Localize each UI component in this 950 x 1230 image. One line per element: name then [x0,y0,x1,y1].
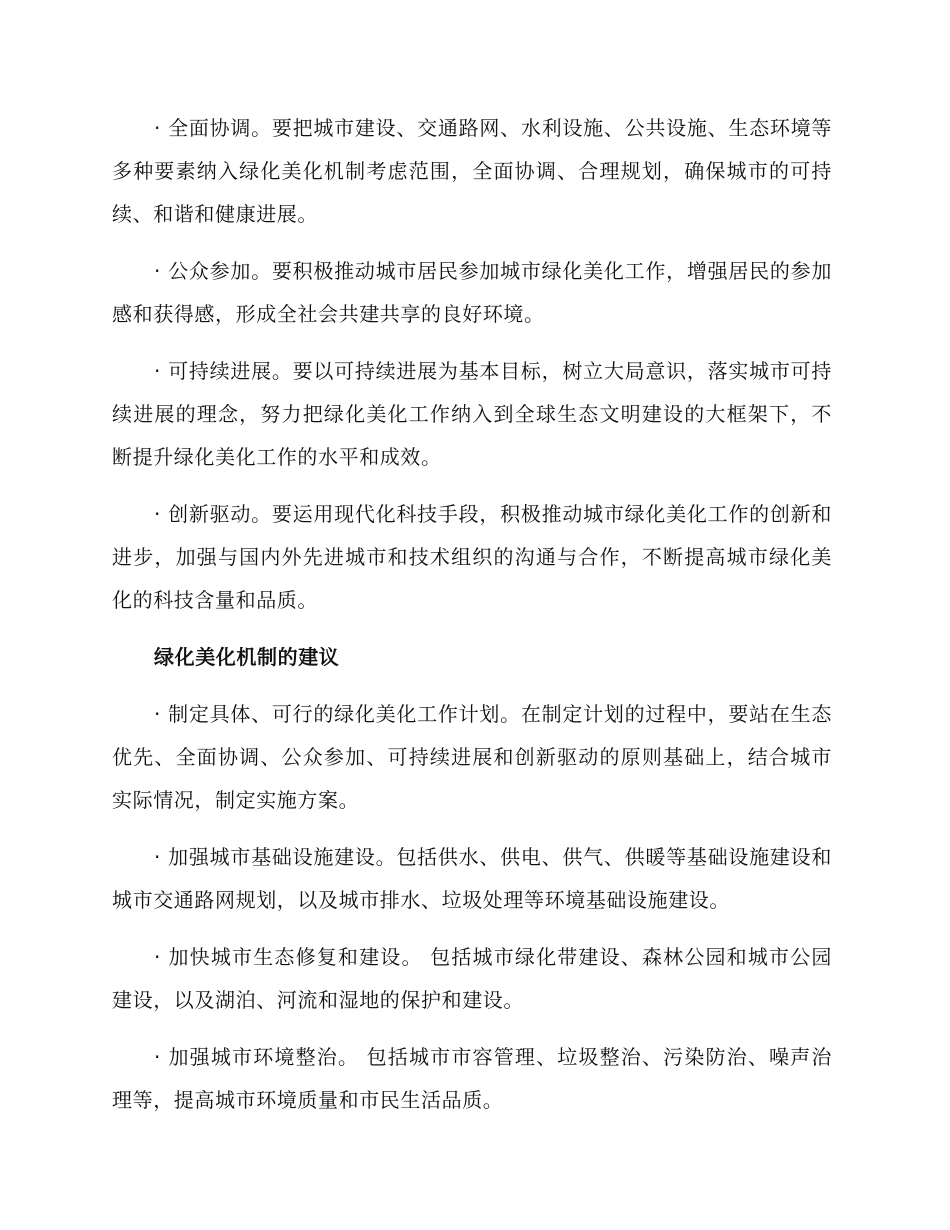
document-page [112,107,832,1136]
paragraph-sustainable-development: · 可持续进展。要以可持续进展为基本目标，树立大局意识，落实城市可持续进展的理念，努力把绿化美化工作纳入到全球生态文明建设的大框架下，不断提升绿化美化工作的水平和成效。 [112,359,832,469]
paragraph-innovation-driven: · 创新驱动。要运用现代化科技手段，积极推动城市绿化美化工作的创新和进步，加强与国内外先进城市和技术组织的沟通与合作，不断提高城市绿化美化的科技含量和品质。 [112,502,832,612]
paragraph-work-plan: · 制定具体、可行的绿化美化工作计划。在制定计划的过程中，要站在生态优先、全面协调、公众参加、可持续进展和创新驱动的原则基础上，结合城市实际情况，制定实施方案。 [112,702,832,812]
paragraph-infrastructure: · 加强城市基础设施建设。包括供水、供电、供气、供暖等基础设施建设和城市交通路网规划，以及城市排水、垃圾处理等环境基础设施建设。 [112,845,832,912]
paragraph-environment-rectification: · 加强城市环境整治。 包括城市市容管理、垃圾整治、污染防治、噪声治理等，提高城市环境质量和市民生活品质。 [112,1045,832,1112]
paragraph-public-participation: · 公众参加。要积极推动城市居民参加城市绿化美化工作，增强居民的参加感和获得感，形成全社会共建共享的良好环境。 [112,259,832,326]
section-heading: 绿化美化机制的建议 [154,645,340,669]
paragraph-comprehensive-coordination: · 全面协调。要把城市建设、交通路网、水利设施、公共设施、生态环境等多种要素纳入绿化美化机制考虑范围，全面协调、合理规划，确保城市的可持续、和谐和健康进展。 [112,116,832,226]
paragraph-ecological-restoration: · 加快城市生态修复和建设。 包括城市绿化带建设、森林公园和城市公园建设，以及湖泊、河流和湿地的保护和建设。 [112,945,832,1012]
